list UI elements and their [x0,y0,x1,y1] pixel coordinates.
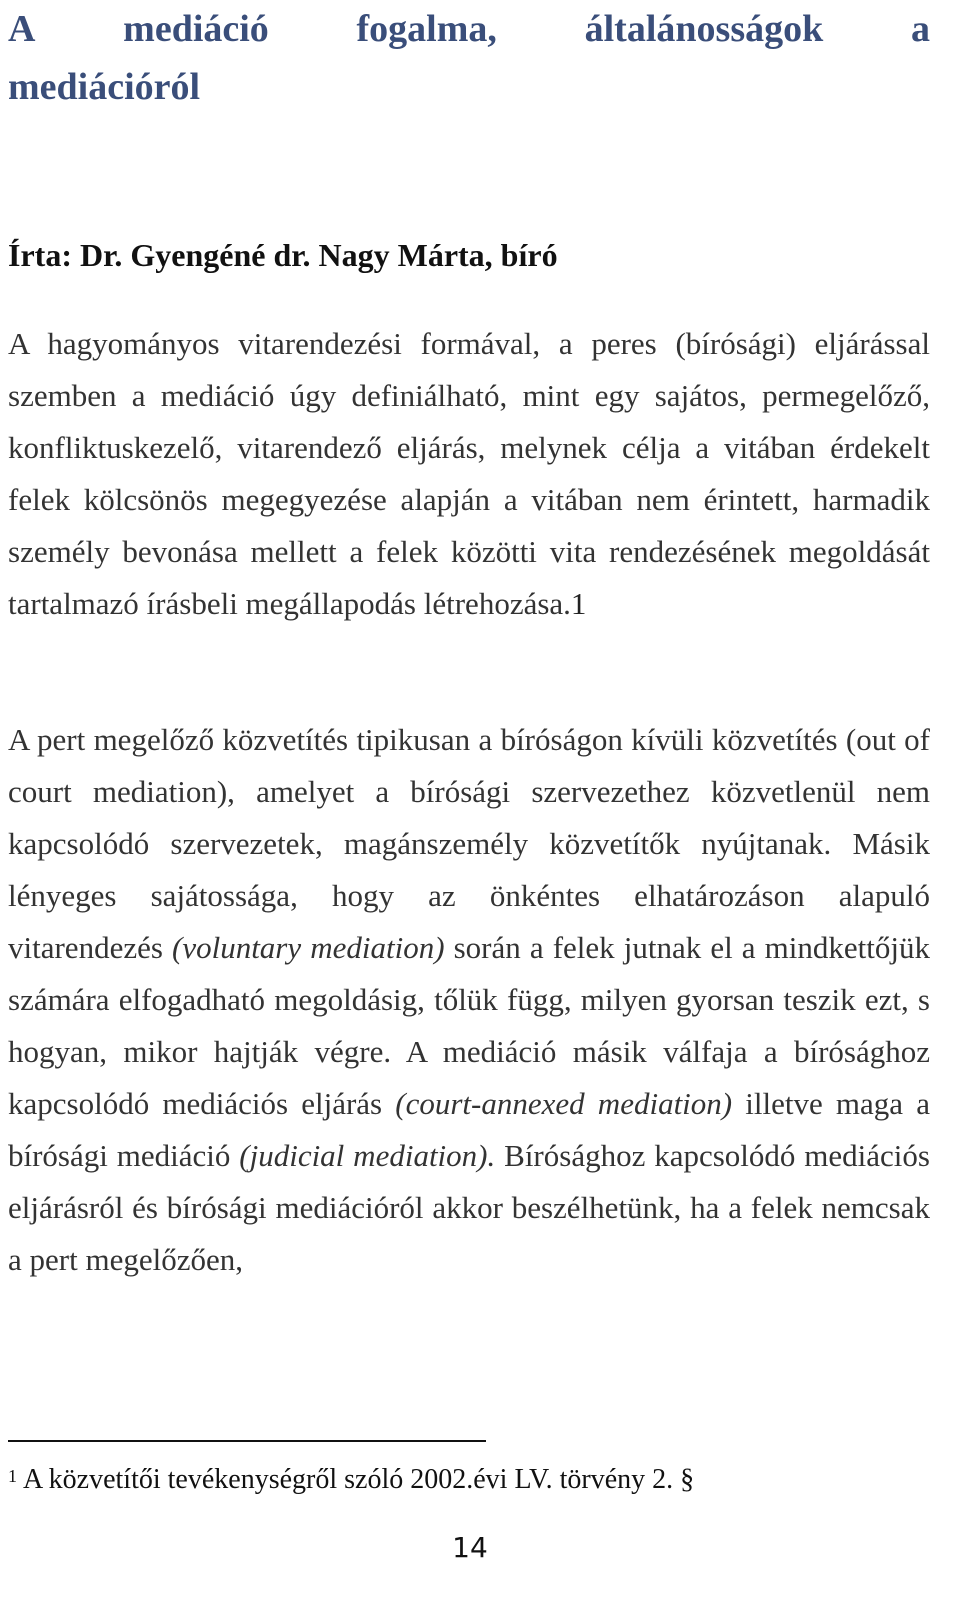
paragraph-2-text: illetve maga a bírósági mediáció [8,1086,930,1173]
italic-term: (court-annexed mediation) [395,1086,733,1121]
italic-term: (judicial mediation). [239,1138,496,1173]
document-page [8,0,930,1495]
footnote [8,1458,694,1502]
paragraph-2-text: során a felek jutnak el a mindkettőjük számára elfogadható megoldásig, tőlük függ, milyen gyorsan teszik ezt, s hogyan, mikor hajtják végre. A mediáció másik válfaja a bírósághoz kapcsolódó mediációs eljárás [8,930,930,1121]
title-line-1 [8,0,930,58]
page-number: 14 [452,1531,488,1564]
paragraph-2-text: Bírósághoz kapcsolódó mediációs eljárásról és bírósági mediációról akkor beszélhetünk, ha a felek nemcsak a pert megelőzően, [8,1138,930,1277]
paragraph-2 [8,714,930,1286]
title-word: A [8,8,36,50]
paragraph-1 [8,318,930,630]
author-line: Írta: Dr. Gyengéné dr. Nagy Márta, bíró [8,237,558,273]
footnote-text: A közvetítői tevékenységről szóló 2002.évi LV. törvény 2. § [23,1464,695,1495]
document-title [8,0,930,116]
title-line-2: mediációról [8,66,201,108]
paragraph-1-text: A hagyományos vitarendezési formával, a peres (bírósági) eljárással szemben a mediáció úgy definiálható, mint egy sajátos, permegelőző, konfliktuskezelő, vitarendező eljárás, melynek célja a vitában érdekelt felek kölcsönös megegyezése alapján a vitában nem érintett, harmadik személy bevonása mellett a felek közötti vita rendezésének megoldását tartalmazó írásbeli megállapodás létrehozása. [8,326,930,621]
footnote-reference[interactable]: 1 [570,586,587,621]
title-word: fogalma, [356,8,497,50]
title-word: mediáció [123,8,269,50]
paragraph-2-text: A pert megelőző közvetítés tipikusan a bíróságon kívüli közvetítés (out of court mediation), amelyet a bírósági szervezethez közvetlenül nem kapcsolódó szervezetek, magánszemély közvetítők nyújtanak. Másik lényeges sajátossága, hogy az önkéntes elhatározáson alapuló vitarendezés [8,722,930,965]
footnote-number: 1 [8,1466,17,1486]
title-word: a [910,8,930,50]
italic-term: (voluntary mediation) [172,930,445,965]
title-word: általánosságok [584,8,824,50]
footnote-divider [8,1440,486,1442]
